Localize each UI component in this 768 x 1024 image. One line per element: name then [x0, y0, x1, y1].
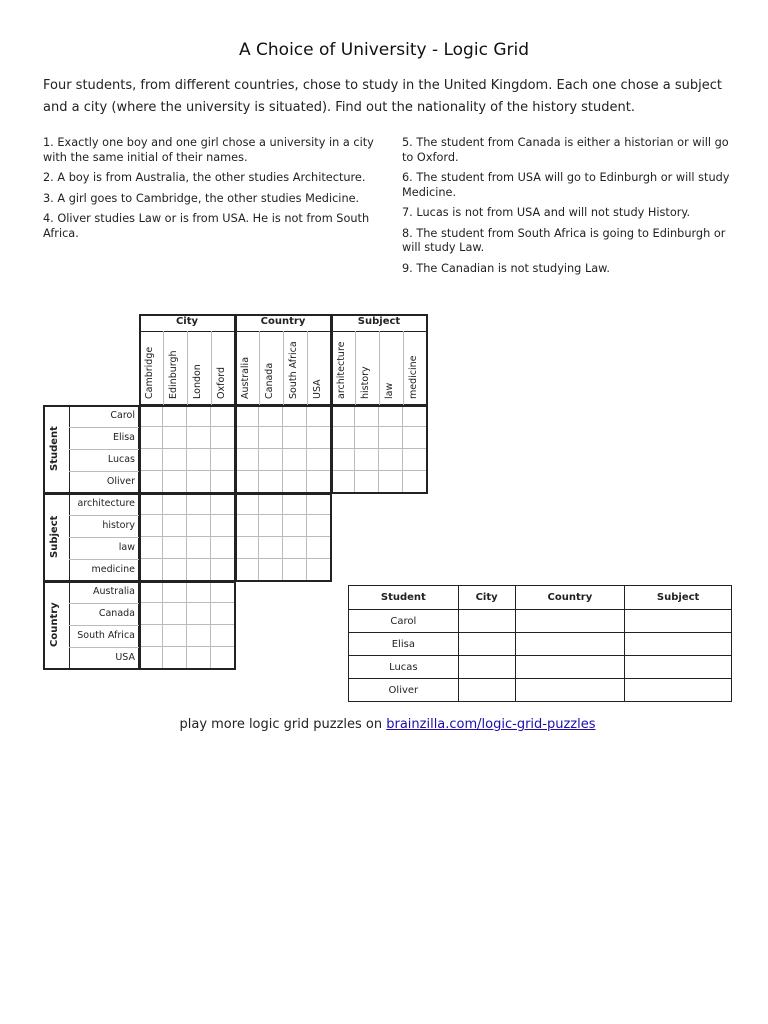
row-label: law: [118, 542, 135, 553]
grid-cell[interactable]: [403, 471, 427, 493]
grid-cell[interactable]: [379, 405, 403, 427]
clue: 5. The student from Canada is either a historian or will go to Oxford.: [402, 136, 729, 164]
column-label: Canada: [264, 362, 275, 399]
column-label: Oxford: [216, 366, 227, 399]
grid-cell[interactable]: [187, 625, 211, 647]
clues-left: [43, 136, 378, 247]
divider: [69, 559, 139, 560]
row-label: architecture: [77, 498, 135, 509]
grid-cell[interactable]: [235, 559, 259, 581]
grid-cell[interactable]: [259, 427, 283, 449]
answer-student: Carol: [349, 610, 459, 633]
divider: [69, 625, 139, 626]
grid-cell[interactable]: [307, 493, 331, 515]
grid-cell[interactable]: [139, 515, 163, 537]
answer-student: Lucas: [349, 656, 459, 679]
grid-cell[interactable]: [187, 537, 211, 559]
grid-cell[interactable]: [163, 405, 187, 427]
answer-header: Country: [515, 586, 625, 610]
answer-row: [349, 633, 732, 656]
grid-cell[interactable]: [235, 537, 259, 559]
grid-cell[interactable]: [139, 405, 163, 427]
grid-cell[interactable]: [139, 603, 163, 625]
grid-cell[interactable]: [307, 449, 331, 471]
grid-cell[interactable]: [307, 537, 331, 559]
row-label: Carol: [110, 410, 135, 421]
grid-cell[interactable]: [259, 449, 283, 471]
clue: 3. A girl goes to Cambridge, the other studies Medicine.: [43, 191, 360, 205]
grid-cell[interactable]: [235, 449, 259, 471]
footer: [0, 717, 768, 732]
row-group-title: Student: [49, 426, 60, 472]
answer-city-cell[interactable]: [458, 656, 515, 679]
grid-cell[interactable]: [139, 427, 163, 449]
grid-cell[interactable]: [211, 493, 235, 515]
grid-cell[interactable]: [163, 515, 187, 537]
divider: [69, 603, 139, 604]
grid-cell[interactable]: [307, 515, 331, 537]
divider: [163, 331, 164, 405]
answer-row: [349, 656, 732, 679]
grid-cell[interactable]: [283, 515, 307, 537]
clue: 4. Oliver studies Law or is from USA. He is not from South Africa.: [43, 212, 370, 240]
row-label: history: [102, 520, 135, 531]
column-group-title: Subject: [357, 316, 401, 327]
grid-cell[interactable]: [259, 559, 283, 581]
row-label: USA: [115, 652, 135, 663]
grid-cell[interactable]: [187, 647, 211, 669]
grid-cell[interactable]: [355, 449, 379, 471]
clues-right: [402, 136, 737, 282]
answer-subject-cell[interactable]: [625, 610, 732, 633]
column-label: Edinburgh: [168, 350, 179, 399]
grid-cell[interactable]: [163, 493, 187, 515]
footer-link[interactable]: brainzilla.com/logic-grid-puzzles: [386, 717, 596, 732]
clue: 8. The student from South Africa is going to Edinburgh or will study Law.: [402, 226, 726, 254]
column-label: architecture: [336, 341, 347, 399]
divider: [69, 537, 139, 538]
grid-cell[interactable]: [331, 449, 355, 471]
clue: 1. Exactly one boy and one girl chose a university in a city with the same initial of their names.: [43, 136, 374, 164]
grid-cell[interactable]: [331, 471, 355, 493]
divider: [187, 331, 188, 405]
answer-country-cell[interactable]: [515, 633, 625, 656]
grid-cell[interactable]: [283, 449, 307, 471]
grid-cell[interactable]: [187, 603, 211, 625]
column-label: law: [384, 382, 395, 399]
divider: [283, 331, 284, 405]
grid-cell[interactable]: [307, 471, 331, 493]
grid-cell[interactable]: [187, 515, 211, 537]
answer-city-cell[interactable]: [458, 633, 515, 656]
row-label: Lucas: [107, 454, 135, 465]
grid-cell[interactable]: [283, 471, 307, 493]
grid-cell[interactable]: [139, 537, 163, 559]
row-label: Oliver: [106, 476, 135, 487]
grid-cell[interactable]: [211, 427, 235, 449]
answer-country-cell[interactable]: [515, 610, 625, 633]
divider: [69, 471, 139, 472]
grid-cell[interactable]: [259, 405, 283, 427]
answer-header: City: [458, 586, 515, 610]
clue: 9. The Canadian is not studying Law.: [402, 261, 610, 275]
grid-cell[interactable]: [235, 427, 259, 449]
grid-cell[interactable]: [283, 405, 307, 427]
divider: [379, 331, 380, 405]
divider: [259, 331, 260, 405]
grid-cell[interactable]: [259, 471, 283, 493]
divider: [307, 331, 308, 405]
grid-cell[interactable]: [211, 625, 235, 647]
divider: [69, 449, 139, 450]
grid-cell[interactable]: [163, 471, 187, 493]
grid-cell[interactable]: [283, 493, 307, 515]
footer-text: play more logic grid puzzles on: [179, 717, 387, 732]
divider: [69, 427, 139, 428]
grid-cell[interactable]: [139, 449, 163, 471]
divider: [69, 515, 139, 516]
grid-cell[interactable]: [163, 537, 187, 559]
grid-cell[interactable]: [139, 625, 163, 647]
page-title: A Choice of University - Logic Grid: [238, 40, 529, 60]
grid-cell[interactable]: [235, 515, 259, 537]
grid-cell[interactable]: [235, 493, 259, 515]
grid-cell[interactable]: [403, 405, 427, 427]
row-group-title: Country: [49, 602, 60, 648]
grid-cell[interactable]: [163, 427, 187, 449]
grid-cell[interactable]: [307, 559, 331, 581]
column-label: Cambridge: [144, 346, 155, 399]
grid-cell[interactable]: [403, 449, 427, 471]
grid-cell[interactable]: [211, 559, 235, 581]
grid-cell[interactable]: [139, 471, 163, 493]
grid-cell[interactable]: [211, 405, 235, 427]
grid-cell[interactable]: [379, 427, 403, 449]
grid-cell[interactable]: [307, 405, 331, 427]
grid-cell[interactable]: [139, 493, 163, 515]
grid-cell[interactable]: [211, 603, 235, 625]
divider: [403, 331, 404, 405]
grid-cell[interactable]: [163, 559, 187, 581]
answer-row: [349, 610, 732, 633]
column-label: South Africa: [288, 341, 299, 399]
grid-cell[interactable]: [259, 493, 283, 515]
grid-cell[interactable]: [163, 449, 187, 471]
row-group-title: Subject: [49, 515, 60, 559]
grid-cell[interactable]: [211, 515, 235, 537]
grid-cell[interactable]: [211, 581, 235, 603]
grid-cell[interactable]: [307, 427, 331, 449]
grid-cell[interactable]: [187, 581, 211, 603]
answer-subject-cell[interactable]: [625, 679, 732, 702]
column-label: Australia: [240, 356, 251, 399]
column-group-title: Country: [260, 316, 306, 327]
clue: 7. Lucas is not from USA and will not study History.: [402, 206, 691, 219]
answer-student: Elisa: [349, 633, 459, 656]
grid-cell[interactable]: [187, 427, 211, 449]
answer-header: Subject: [625, 586, 732, 610]
column-group-title: City: [175, 316, 199, 327]
row-label: Canada: [98, 608, 135, 619]
answer-table: [348, 585, 732, 702]
grid-cell[interactable]: [379, 449, 403, 471]
grid-cell[interactable]: [187, 405, 211, 427]
grid-cell[interactable]: [187, 471, 211, 493]
grid-cell[interactable]: [163, 581, 187, 603]
grid-cell[interactable]: [211, 647, 235, 669]
column-label: London: [192, 364, 203, 399]
answer-student: Oliver: [349, 679, 459, 702]
grid-cell[interactable]: [259, 537, 283, 559]
grid-cell[interactable]: [283, 537, 307, 559]
divider: [211, 331, 212, 405]
grid-cell[interactable]: [283, 427, 307, 449]
grid-cell[interactable]: [163, 647, 187, 669]
divider: [355, 331, 356, 405]
grid-cell[interactable]: [187, 493, 211, 515]
answer-row: [349, 679, 732, 702]
clue: 2. A boy is from Australia, the other studies Architecture.: [43, 171, 366, 184]
answer-subject-cell[interactable]: [625, 656, 732, 679]
grid-cell[interactable]: [235, 471, 259, 493]
grid-cell[interactable]: [163, 603, 187, 625]
answer-country-cell[interactable]: [515, 656, 625, 679]
grid-cell[interactable]: [379, 471, 403, 493]
grid-cell[interactable]: [235, 405, 259, 427]
grid-cell[interactable]: [355, 471, 379, 493]
row-label: Australia: [92, 586, 135, 597]
grid-cell[interactable]: [403, 427, 427, 449]
grid-cell[interactable]: [187, 449, 211, 471]
grid-cell[interactable]: [211, 471, 235, 493]
row-label: South Africa: [77, 630, 135, 641]
grid-cell[interactable]: [355, 405, 379, 427]
row-label: medicine: [91, 564, 135, 575]
answer-city-cell[interactable]: [458, 679, 515, 702]
divider: [69, 647, 139, 648]
column-label: medicine: [408, 355, 419, 399]
answer-city-cell[interactable]: [458, 610, 515, 633]
column-label: history: [360, 366, 371, 399]
column-label: USA: [312, 379, 323, 399]
row-label: Elisa: [112, 432, 135, 443]
clue: 6. The student from USA will go to Edinburgh or will study Medicine.: [402, 171, 730, 199]
intro-text: Four students, from different countries, chose to study in the United Kingdom. Each one chose a subject and a city (where the university is situated). Find out the nationality of the history student.: [43, 78, 722, 115]
answer-subject-cell[interactable]: [625, 633, 732, 656]
grid-cell[interactable]: [355, 427, 379, 449]
answer-header: Student: [349, 586, 459, 610]
grid-cell[interactable]: [259, 515, 283, 537]
grid-cell[interactable]: [163, 625, 187, 647]
grid-cell[interactable]: [283, 559, 307, 581]
grid-cell[interactable]: [331, 405, 355, 427]
grid-cell[interactable]: [187, 559, 211, 581]
answer-country-cell[interactable]: [515, 679, 625, 702]
grid-cell[interactable]: [211, 449, 235, 471]
grid-cell[interactable]: [331, 427, 355, 449]
grid-cell[interactable]: [139, 559, 163, 581]
grid-cell[interactable]: [139, 647, 163, 669]
grid-cell[interactable]: [211, 537, 235, 559]
grid-cell[interactable]: [139, 581, 163, 603]
